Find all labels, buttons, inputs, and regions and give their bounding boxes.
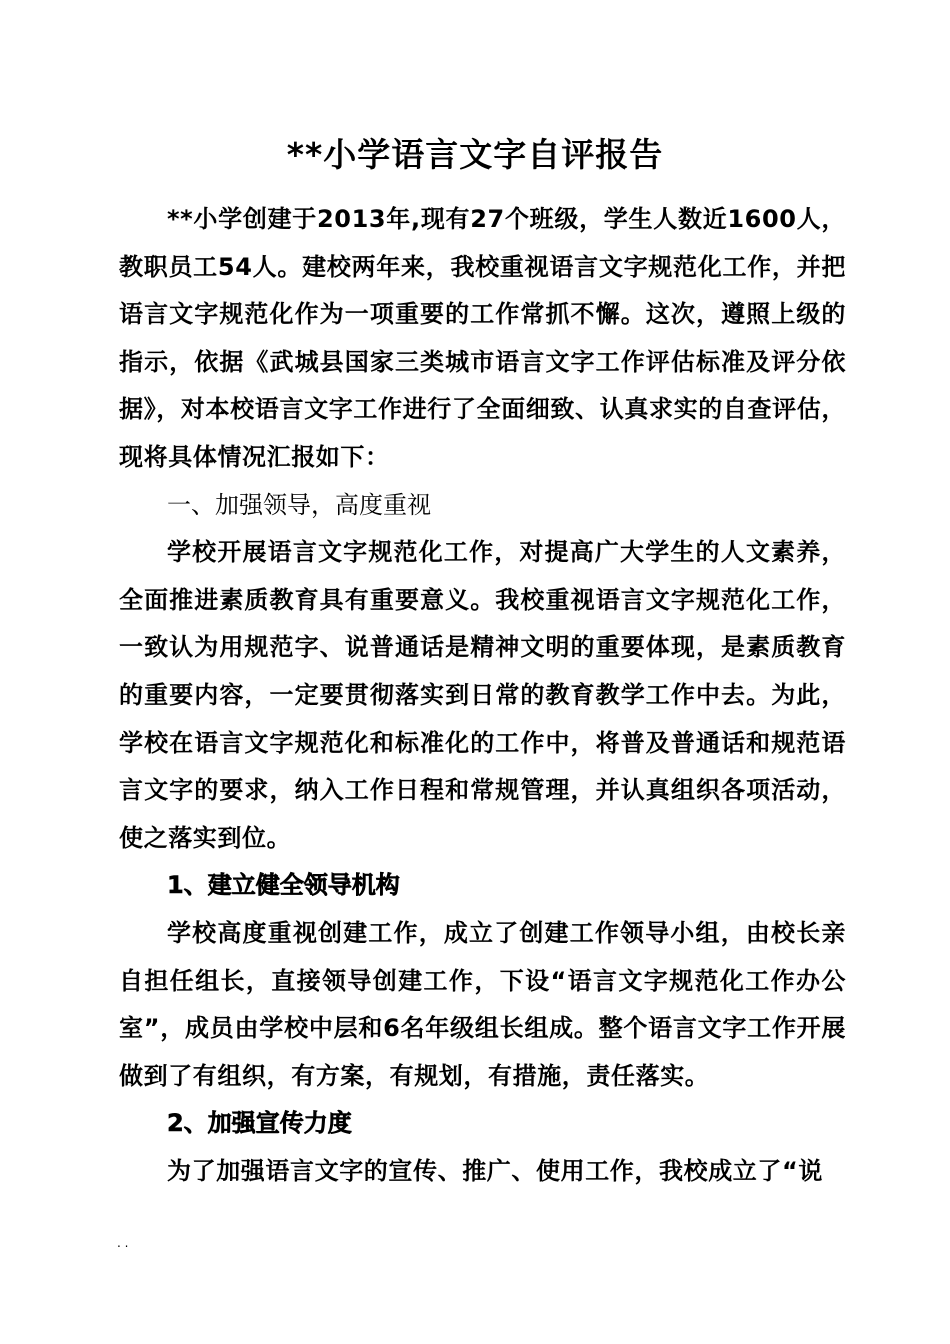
- intro-paragraph: **小学创建于2013年,现有27个班级，学生人数近1600人，教职员工54人。建校两年来，我校重视语言文字规范化工作，并把语言文字规范化作为一项重要的工作常抓不懈。这次，遵照上级的指示，依据《武城县国家三类城市语言文字工作评估标准及评分依据》，对本校语言文字工作进行了全面细致、认真求实的自查评估，现将具体情况汇报如下：: [119, 205, 846, 471]
- subheading-organization: 1、建立健全领导机构: [167, 871, 400, 900]
- document-body: [119, 196, 846, 1195]
- leadership-paragraph: 学校开展语言文字规范化工作，对提高广大学生的人文素养，全面推进素质教育具有重要意义。我校重视语言文字规范化工作，一致认为用规范字、说普通话是精神文明的重要体现，是素质教育的重要内容，一定要贯彻落实到日常的教育教学工作中去。为此，学校在语言文字规范化和标准化的工作中，将普及普通话和规范语言文字的要求，纳入工作日程和常规管理，并认真组织各项活动，使之落实到位。: [119, 538, 846, 852]
- footer-mark: . .: [117, 1236, 129, 1250]
- subheading-publicity: 2、加强宣传力度: [167, 1109, 352, 1138]
- organization-paragraph: 学校高度重视创建工作，成立了创建工作领导小组，由校长亲自担任组长，直接领导创建工作，下设“语言文字规范化工作办公室”，成员由学校中层和6名年级组长组成。整个语言文字工作开展做到了有组织，有方案，有规划，有措施，责任落实。: [119, 918, 846, 1090]
- publicity-paragraph: 为了加强语言文字的宣传、推广、使用工作，我校成立了“说: [167, 1156, 823, 1185]
- section-heading-leadership: 一、加强领导，高度重视: [167, 490, 431, 519]
- document-title: **小学语言文字自评报告: [286, 135, 664, 174]
